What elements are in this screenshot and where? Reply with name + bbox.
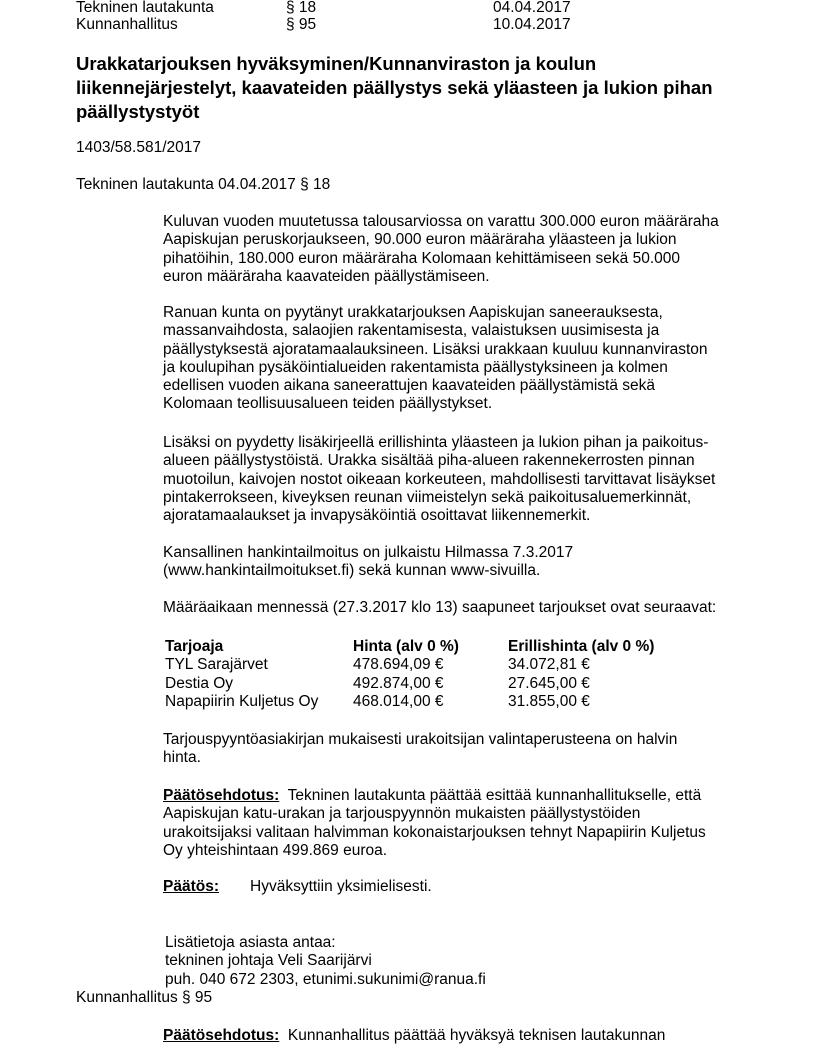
separate-price: 31.855,00 € xyxy=(508,693,590,710)
selection-criteria xyxy=(163,731,677,768)
text-line: (www.hankintailmoitukset.fi) sekä kunnan www-sivuilla. xyxy=(163,562,541,580)
separate-price: 34.072,81 € xyxy=(508,656,590,673)
paragraph xyxy=(163,434,715,525)
text-line: Tarjouspyyntöasiakirjan mukaisesti urakoitsijan valintaperusteena on halvin xyxy=(163,731,678,748)
decision-label: Päätös: xyxy=(163,878,219,895)
column-header: Hinta (alv 0 %) xyxy=(353,638,459,655)
text-line: hinta. xyxy=(163,749,201,767)
text-line: urakoitsijaksi valitaan halvimman kokonaistarjouksen tehnyt Napapiirin Kuljetus xyxy=(163,823,706,841)
text-line: Kuluvan vuoden muutetussa talousarviossa on varattu 300.000 euron määräraha xyxy=(163,213,719,230)
text-line: päällystyksestä ajoratamaalauksineen. Lisäksi urakkaan kuuluu kunnanviraston xyxy=(163,340,708,358)
paragraph xyxy=(163,544,573,581)
contact-info xyxy=(165,934,486,989)
price: 478.694,09 € xyxy=(353,656,444,673)
text-line: Oy yhteishintaan 499.869 euroa. xyxy=(163,841,388,859)
table-row xyxy=(165,656,725,674)
text-line: pihatöihin, 180.000 euron määräraha Kolomaan kehittämiseen sekä 50.000 xyxy=(163,249,681,267)
text-line: Kansallinen hankintailmoitus on julkaistu Hilmassa 7.3.2017 xyxy=(163,544,574,561)
text-line: puh. 040 672 2303, etunimi.sukunimi@ranua.fi xyxy=(165,970,486,988)
table-header xyxy=(165,638,725,656)
text-line: muotoilun, kaivojen nostot oikeaan korkeuteen, mahdollisesti tarvittavat lisäykset xyxy=(163,470,716,488)
text-line: pintakerrokseen, kiveyksen reunan viimeistelyn sekä paikoitusaluemerkinnät, xyxy=(163,488,692,506)
document-title xyxy=(76,52,713,124)
text-line: Aapiskujan peruskorjaukseen, 90.000 euron määräraha yläasteen ja lukion xyxy=(163,231,677,249)
proposal-label: Päätösehdotus: xyxy=(163,1027,280,1044)
table-row xyxy=(165,693,725,711)
header-row xyxy=(76,16,776,34)
column-header: Tarjoaja xyxy=(165,638,224,655)
price: 468.014,00 € xyxy=(353,693,444,710)
paragraph xyxy=(163,213,719,286)
title-line: liikennejärjestelyt, kaavateiden päällystys sekä yläasteen ja lukion pihan xyxy=(76,77,713,98)
proposal-label: Päätösehdotus: xyxy=(163,787,280,804)
body-name: Tekninen lautakunta xyxy=(76,0,214,16)
paragraph xyxy=(163,304,708,414)
decision-text: Hyväksyttiin yksimielisesti. xyxy=(250,878,432,895)
text-line: Kolomaan teollisuusalueen teiden päällystykset. xyxy=(163,395,493,413)
section2-heading: Kunnanhallitus § 95 xyxy=(76,989,213,1006)
text-line: tekninen johtaja Veli Saarijärvi xyxy=(165,952,372,970)
column-header: Erillishinta (alv 0 %) xyxy=(508,638,655,655)
decision-proposal-2 xyxy=(163,1027,665,1045)
bidder: Napapiirin Kuljetus Oy xyxy=(165,693,319,710)
text-line: massanvaihdosta, salaojien rakentamisesta, valaistuksen uusimisesta ja xyxy=(163,322,660,340)
bidder: TYL Sarajärvet xyxy=(165,656,268,673)
decision-proposal-1 xyxy=(163,787,706,860)
decision-1 xyxy=(163,878,663,896)
title-line: päällystystyöt xyxy=(76,101,200,122)
section-number: § 18 xyxy=(286,0,317,16)
text-line: ajoratamaalaukset ja invapysäköintiä osoittavat liikennemerkit. xyxy=(163,507,591,525)
text-line: alueen päällystystöistä. Urakka sisältää piha-alueen rakennekerrosten pinnan xyxy=(163,452,695,470)
meeting-date: 04.04.2017 xyxy=(493,0,571,16)
bidder: Destia Oy xyxy=(165,675,234,692)
header-row xyxy=(76,0,776,17)
text-line: Määräaikaan mennessä (27.3.2017 klo 13) saapuneet tarjoukset ovat seuraavat: xyxy=(163,599,717,616)
text-line: euron määräraha kaavateiden päällystämiseen. xyxy=(163,267,490,285)
text-line: Lisäksi on pyydetty lisäkirjeellä erillishinta yläasteen ja lukion pihan ja paikoitus- xyxy=(163,434,709,451)
record-number: 1403/58.581/2017 xyxy=(76,139,201,156)
section-number: § 95 xyxy=(286,16,317,33)
price: 492.874,00 € xyxy=(353,675,444,692)
text-line: ja koulupihan pysäköintialueiden rakentamista päällystyksineen ja kolmen xyxy=(163,358,668,376)
text-line: Kunnanhallitus päättää hyväksyä teknisen lautakunnan xyxy=(287,1027,666,1044)
meeting-date: 10.04.2017 xyxy=(493,16,571,33)
text-line: edellisen vuoden aikana saneerattujen kaavateiden päällystämistä sekä xyxy=(163,377,656,395)
text-line: Aapiskujan katu-urakan ja tarjouspyynnön mukaisten päällystystöiden xyxy=(163,805,641,823)
section1-heading: Tekninen lautakunta 04.04.2017 § 18 xyxy=(76,176,331,193)
text-line: Lisätietoja asiasta antaa: xyxy=(165,934,336,951)
body-name: Kunnanhallitus xyxy=(76,16,178,33)
text-line: Tekninen lautakunta päättää esittää kunnanhallitukselle, että xyxy=(287,787,702,804)
separate-price: 27.645,00 € xyxy=(508,675,590,692)
table-row xyxy=(165,675,725,693)
title-line: Urakkatarjouksen hyväksyminen/Kunnanviraston ja koulun xyxy=(76,53,597,74)
text-line: Ranuan kunta on pyytänyt urakkatarjouksen Aapiskujan saneerauksesta, xyxy=(163,304,663,321)
paragraph xyxy=(163,599,716,617)
